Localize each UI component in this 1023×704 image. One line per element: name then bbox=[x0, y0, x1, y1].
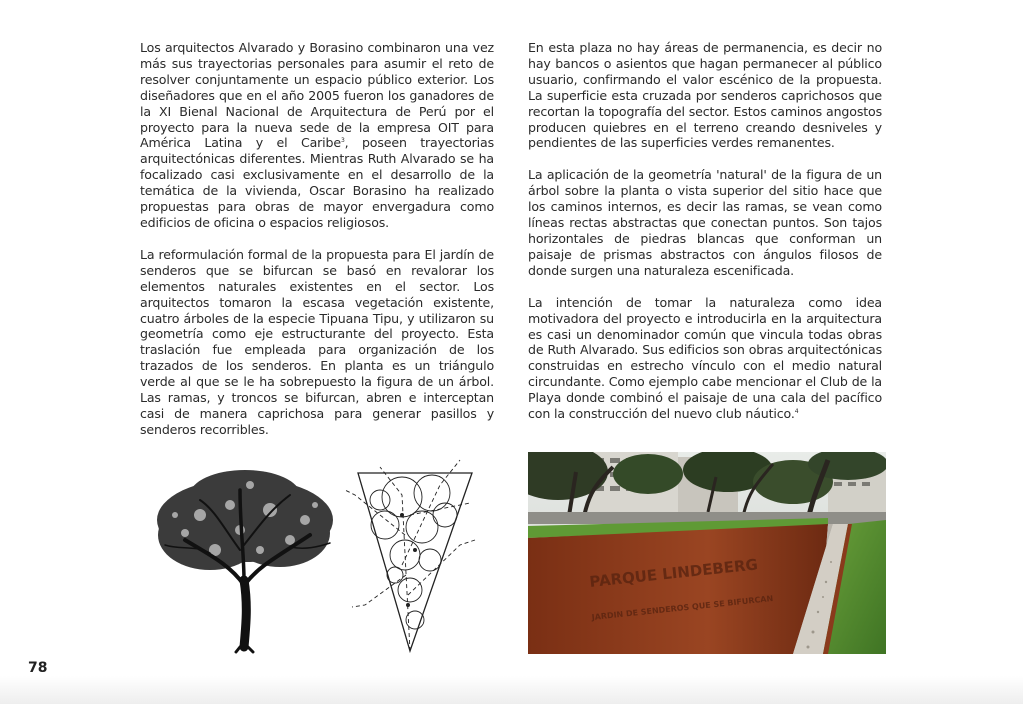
footnote-ref-4: 4 bbox=[794, 407, 799, 415]
park-photo bbox=[528, 452, 886, 654]
paragraph-nature: La intención de tomar la naturaleza como idea motivadora del proyecto e introducirla en la arquitectura es casi un denominador común que vincula todas obras de Ruth Alvarado. Sus edificios son obras arquitectónicas construidas en estrecho vínculo con el medio natural circundante. Como ejemplo cabe mencionar el Club de la Playa donde combinó el paisaje de una cala del pacífico con la construcción del nuevo club náutico.$^4$ bbox=[528, 294, 882, 422]
right-text-column bbox=[528, 40, 882, 438]
paragraph-plaza: En esta plaza no hay áreas de permanencia, es decir no hay bancos o asientos que hagan permanecer al público usuario, confirmando el valor escénico de la propuesta. La superficie esta cruzada por senderos caprichosos que recortan la topografía del sector. Estos caminos angostos producen quiebres en el terreno creando desniveles y pendientes de las superficies verdes remanentes. bbox=[528, 40, 882, 151]
paragraph-geometry: La aplicación de la geometría 'natural' de la figura de un árbol sobre la planta o vista superior del sitio hace que los caminos internos, es decir las ramas, se vean como líneas rectas abstractas que conectan puntos. Son tajos horizontales de piedras blancas que conforman un paisaje de prismas abstractos con ángulos filosos de donde surgen una naturaleza escenificada. bbox=[528, 167, 882, 278]
sign-subtitle: JARDIN DE SENDEROS QUE SE BIFURCAN bbox=[591, 593, 774, 622]
page-number: 78 bbox=[28, 660, 48, 676]
footnote-ref-3: 3 bbox=[340, 137, 345, 145]
triangular-plan-diagram bbox=[345, 460, 475, 651]
tree-and-plan-figure bbox=[140, 455, 480, 655]
left-text-column bbox=[140, 40, 494, 454]
paragraph-reformulation: La reformulación formal de la propuesta para El jardín de senderos que se bifurcan se basó en revalorar los elementos naturales existentes en el sector. Los arquitectos tomaron la escasa vegetación existente, cuatro árboles de la especie Tipuana Tipu, y utilizaron su geometría como eje estructurante del proyecto. Esta traslación fue empleada para organización de los trazados de los senderos. En planta es un triángulo verde al que se le ha sobrepuesto la figura de un árbol. Las ramas, y troncos se bifurcan, abren e interceptan casi de manera caprichosa para generar pasillos y senderos recorribles. bbox=[140, 246, 494, 437]
paragraph-architects: Los arquitectos Alvarado y Borasino combinaron una vez más sus trayectorias personales para asumir el reto de resolver conjuntamente un espacio público exterior. Los diseñadores que en el año 2005 fueron los ganadores de la XI Bienal Nacional de Arquitectura de Perú por el proyecto para la nueva sede de la empresa OIT para América Latina y el Caribe$^3$, poseen trayectorias arquitectónicas diferentes. Mientras Ruth Alvarado se ha focalizado casi exclusivamente en el desarrollo de la temática de la vivienda, Oscar Borasino ha realizado propuestas para obras de mayor envergadura como edificios de oficina o espacios religiosos. bbox=[140, 40, 494, 230]
sign-park-name: PARQUE LINDEBERG bbox=[588, 555, 759, 591]
page-bottom-edge bbox=[0, 676, 1023, 704]
tree-silhouette bbox=[157, 470, 333, 652]
